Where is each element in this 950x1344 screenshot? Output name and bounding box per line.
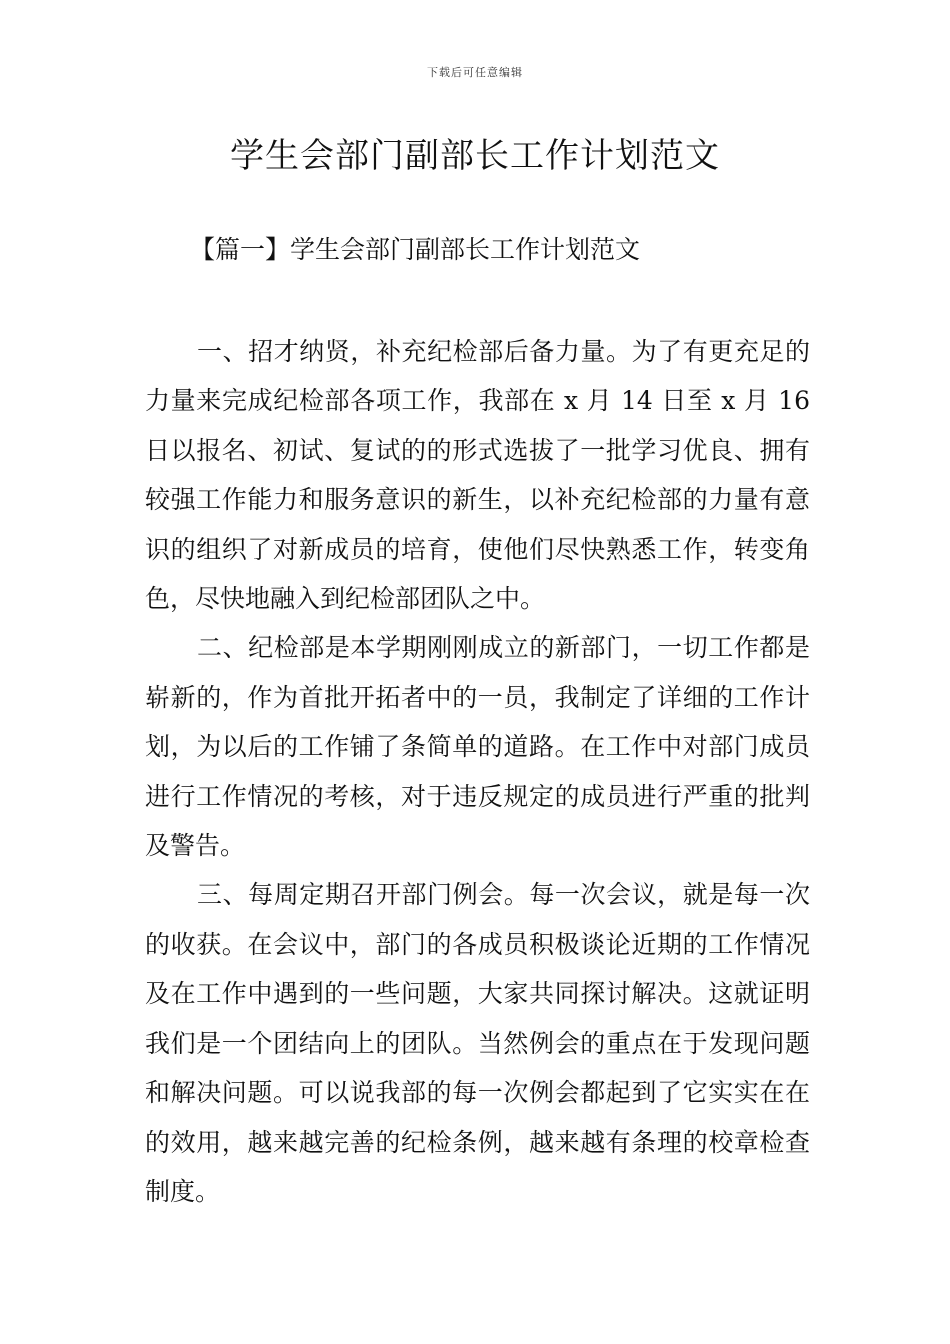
paragraph-3: 三、每周定期召开部门例会。每一次会议，就是每一次的收获。在会议中，部门的各成员积极谈论近期的工作情况及在工作中遇到的一些问题，大家共同探讨解决。这就证明我们是一个团结向上的团队。当然例会的重点在于发现问题和解决问题。可以说我部的每一次例会都起到了它实实在在的效用，越来越完善的纪检条例，越来越有条理的校章检查制度。 (145, 880, 810, 1206)
paragraph-1: 一、招才纳贤，补充纪检部后备力量。为了有更充足的力量来完成纪检部各项工作，我部在 x 月 14 日至 x 月 16 日以报名、初试、复试的的形式选拔了一批学习优良、拥有较强工作能力和服务意识的新生，以补充纪检部的力量有意识的组织了对新成员的培育，使他们尽快熟悉工作，转变角色，尽快地融入到纪检部团队之中。 (145, 337, 810, 614)
document-body (145, 327, 810, 1216)
paragraph-2: 二、纪检部是本学期刚刚成立的新部门，一切工作都是崭新的，作为首批开拓者中的一员，我制定了详细的工作计划，为以后的工作铺了条简单的道路。在工作中对部门成员进行工作情况的考核，对于违反规定的成员进行严重的批判及警告。 (145, 633, 810, 861)
section-heading: 【篇一】学生会部门副部长工作计划范文 (190, 235, 641, 264)
document-title: 学生会部门副部长工作计划范文 (230, 136, 720, 176)
header-note: 下载后可任意编辑 (427, 66, 523, 79)
